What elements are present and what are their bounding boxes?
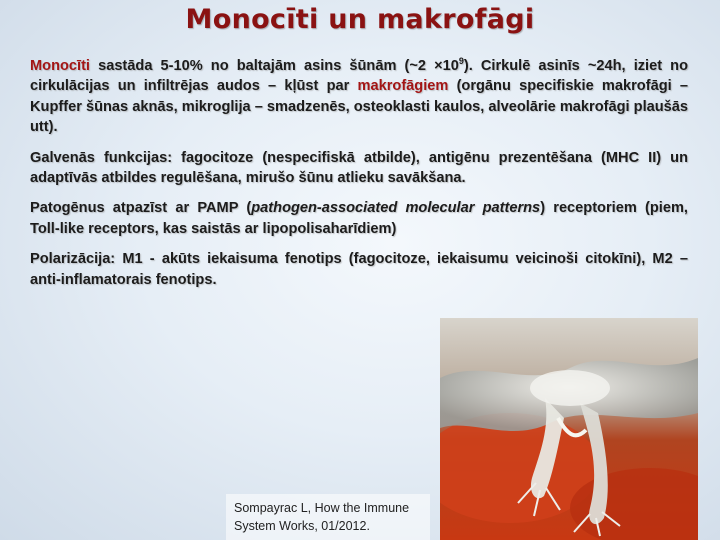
monocytes-term: Monocīti bbox=[30, 58, 90, 74]
paragraph-functions: Galvenās funkcijas: fagocitoze (nespecifiskā atbilde), antigēnu prezentēšana (MHC II) un adaptīvās atbildes regulēšana, mirušo šūnu atlieku savākšana. bbox=[30, 149, 688, 187]
image-caption bbox=[234, 499, 434, 535]
paragraph-1-text-a: sastāda 5-10% no baltajām asins šūnām (~2 ×10 bbox=[90, 58, 459, 74]
slide-title: Monocīti un makrofāgi bbox=[185, 4, 535, 35]
caption-line-2: System Works, 01/2012. bbox=[234, 519, 370, 533]
paragraph-3-text-a: Patogēnus atpazīst ar PAMP ( bbox=[30, 200, 252, 217]
paragraph-3-text-b: ) receptoriem (piem, Toll-like receptors, kas saistās ar lipopolisaharīdiem) bbox=[30, 200, 688, 237]
caption-line-1: Sompayrac L, How the Immune bbox=[234, 501, 410, 515]
macrophages-term: makrofāgiem bbox=[357, 78, 449, 95]
exponent: 9 bbox=[458, 56, 464, 67]
pamp-definition: pathogen-associated molecular patterns bbox=[251, 200, 541, 217]
paragraph-pamp bbox=[30, 198, 688, 239]
paragraph-monocytes bbox=[30, 56, 688, 138]
paragraph-polarization: Polarizācija: M1 - akūts iekaisuma fenotips (fagocitoze, iekaisumu veicinoši citokīni), M2 – anti-inflamatorais fenotips. bbox=[30, 251, 688, 288]
paragraph-1-text-c: (orgānu specifiskie makrofāgi – Kupffer šūnas aknās, mikroglija – smadzenēs, osteoklasti kaulos, alveolārie makrofāgi plaušās utt). bbox=[30, 78, 688, 136]
macrophage-micrograph bbox=[440, 318, 698, 540]
slide-body bbox=[30, 56, 688, 300]
paragraph-1-text-b: ). Cirkulē asinīs ~24h, iziet no cirkulācijas un infiltrējas audos – kļūst par bbox=[30, 58, 688, 95]
